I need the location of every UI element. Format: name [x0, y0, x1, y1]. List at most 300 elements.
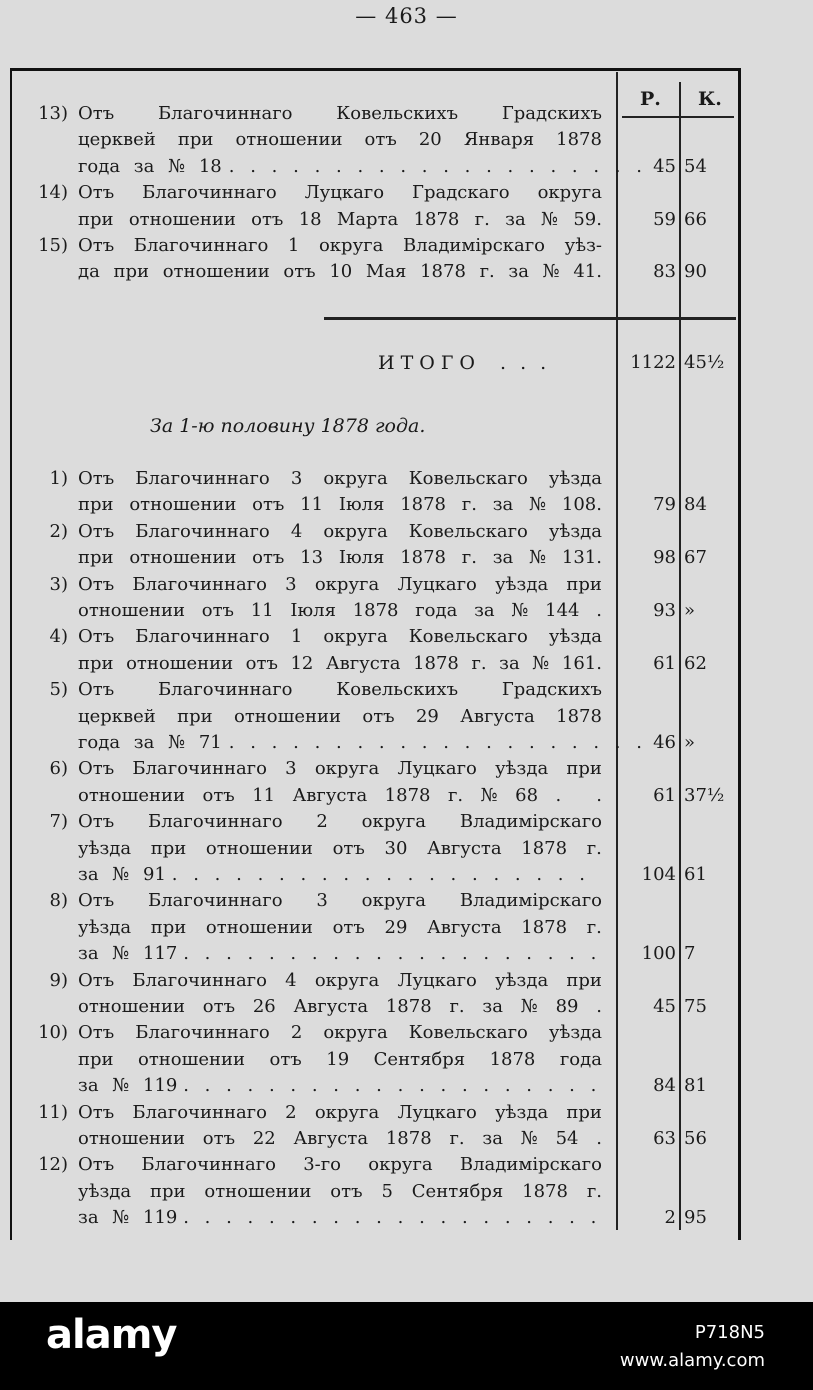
entry-word: Благочиннаго — [142, 182, 277, 204]
entry-word: 1878 — [400, 494, 446, 516]
rub-column-header: Р. — [640, 88, 661, 110]
entry-word: г. — [447, 784, 464, 806]
entry-word: отъ — [332, 916, 365, 938]
entry-text — [78, 626, 602, 647]
entry-word: отношении — [78, 784, 186, 806]
entry-word: 144 — [545, 600, 580, 621]
entry-word: округа — [323, 1022, 388, 1044]
entry-word: 1878 — [400, 547, 446, 569]
entry-word: Владимірскаго — [459, 811, 602, 833]
amount-rubles: 84 — [653, 1075, 676, 1097]
ledger-line — [0, 995, 813, 1022]
entry-number: 6) — [49, 758, 68, 780]
entry-word: отношении — [234, 705, 342, 727]
entry-word: Мая — [365, 261, 407, 283]
entry-text — [78, 600, 602, 621]
entry-word: 1878 — [556, 705, 602, 727]
half-year-heading: За 1-ю половину 1878 года. — [150, 415, 426, 437]
entry-word: Отъ — [78, 758, 115, 780]
entry-word: г. — [461, 547, 477, 569]
entry-text — [78, 758, 602, 779]
entry-word: 5 — [381, 1180, 393, 1202]
entry-word: 29 — [415, 705, 439, 727]
ledger-line — [0, 546, 813, 573]
entry-word: Благочиннаго — [133, 235, 269, 256]
amount-kopecks: » — [684, 600, 696, 621]
ledger-line — [0, 1153, 813, 1180]
entry-word: Отъ — [78, 235, 115, 256]
entry-text — [78, 970, 602, 991]
entry-word: № — [540, 208, 559, 230]
entry-text — [78, 494, 602, 515]
entry-word: Отъ — [78, 182, 115, 204]
entry-word: отношении — [129, 494, 237, 516]
entry-word: 19 — [326, 1048, 350, 1070]
entry-word: за — [505, 208, 526, 230]
entry-word: Іюля — [338, 494, 385, 516]
entry-word: . — [596, 1128, 602, 1149]
entry-word: Ковельскаго — [408, 626, 528, 648]
entry-word: 1878 — [522, 1180, 568, 1202]
ledger-line — [0, 942, 813, 969]
entry-text-words: за № 119 — [78, 1075, 178, 1097]
entry-word: округа — [314, 573, 380, 595]
entry-word: 89 — [555, 996, 579, 1017]
entry-text — [78, 1154, 602, 1175]
entry-word: за — [482, 996, 503, 1017]
entry-word: 1878 — [489, 1048, 536, 1070]
amount-rubles: 45 — [653, 996, 676, 1017]
entry-word: 1878 — [420, 261, 466, 283]
entry-text — [78, 838, 602, 859]
entry-text — [78, 732, 647, 753]
entry-word: уѣзда — [495, 573, 549, 595]
ledger-line — [0, 102, 813, 129]
entry-word: отъ — [202, 784, 235, 806]
entry-word: при — [566, 758, 602, 780]
entry-word: отъ — [251, 208, 284, 230]
entry-word: Ковельскихъ — [336, 103, 459, 124]
entry-word: Ковельскаго — [408, 468, 528, 489]
entry-word: округа — [537, 182, 602, 204]
entry-word: при — [113, 261, 150, 283]
entry-word: Іюля — [290, 600, 336, 621]
entry-word: отношении — [129, 547, 237, 569]
entry-word: г. — [449, 1128, 465, 1149]
entry-word: Владимірскаго — [402, 235, 546, 256]
entry-word: 3 — [290, 468, 303, 489]
amount-kopecks: 95 — [684, 1207, 707, 1229]
entry-word: 1878 — [521, 916, 568, 938]
entry-word: Градскаго — [412, 182, 510, 204]
entry-text — [78, 653, 602, 674]
entry-word: отъ — [362, 705, 395, 727]
entry-word: Благочиннаго — [135, 626, 270, 648]
entry-word: округа — [314, 758, 380, 780]
entry-word: 11 — [250, 600, 274, 621]
ledger-line — [0, 1206, 813, 1233]
amount-rubles: 45 — [653, 155, 676, 177]
entry-word: отъ — [201, 600, 234, 621]
amount-kopecks: 67 — [684, 547, 707, 569]
entry-text — [78, 209, 602, 230]
entry-number: 2) — [49, 520, 68, 542]
entry-number: 9) — [49, 969, 68, 991]
entry-number: 3) — [49, 573, 68, 595]
entry-word: Благочиннаго — [135, 520, 270, 542]
entry-word: уѣзда — [548, 1022, 602, 1044]
entry-word: Отъ — [78, 520, 115, 542]
image-id-label: P718N5 — [694, 1322, 765, 1343]
entry-word: Благочиннаго — [132, 969, 267, 991]
entry-word: г. — [479, 261, 495, 283]
amount-rubles: 2 — [664, 1207, 676, 1229]
amount-rubles: 98 — [653, 547, 676, 569]
entry-word: Луцкаго — [397, 1101, 477, 1123]
entry-word: 20 — [418, 129, 442, 151]
amount-kopecks: 62 — [684, 652, 707, 674]
entry-word: уѣзда — [548, 626, 602, 648]
entry-word: отношении — [205, 916, 313, 938]
entry-word: округа — [368, 1154, 433, 1176]
amount-kopecks: » — [684, 732, 696, 753]
entry-text — [78, 182, 602, 203]
entry-word: церквей — [78, 129, 156, 151]
entry-text — [78, 1049, 602, 1070]
entry-word: Луцкаго — [304, 182, 385, 204]
entry-word: Ковельскаго — [408, 520, 528, 542]
entry-word: отношении — [126, 652, 234, 674]
entry-word: 30 — [384, 837, 408, 859]
leader-dots: . . . . . . . . . . . . . . . . . . . . — [171, 864, 590, 885]
ledger-line — [0, 1180, 813, 1207]
entry-word: отношении — [204, 1180, 312, 1202]
entry-word: Августа — [293, 1128, 369, 1149]
entry-word: Отъ — [78, 103, 115, 124]
ledger-line — [0, 784, 813, 811]
total-kopecks: 45½ — [684, 352, 725, 373]
entry-word: Отъ — [78, 468, 115, 489]
entry-word: г. — [586, 916, 602, 938]
ledger-line — [0, 810, 813, 837]
entry-text-words: года за № 18 — [78, 155, 222, 177]
entry-word: № — [529, 547, 547, 569]
entry-number: 10) — [38, 1022, 68, 1044]
entry-word: отъ — [202, 996, 236, 1017]
ledger-line — [0, 837, 813, 864]
entry-word: Іюля — [338, 547, 385, 569]
entry-word: Благочиннаго — [141, 1154, 276, 1176]
ledger-line — [0, 705, 813, 732]
entry-word: Благочиннаго — [157, 679, 293, 701]
entry-text — [78, 996, 602, 1017]
entry-text — [78, 917, 602, 938]
entry-number: 15) — [38, 235, 68, 256]
entry-word: . — [596, 996, 602, 1017]
entry-word: за — [492, 494, 514, 516]
entry-word: Благочиннаго — [132, 1101, 267, 1123]
entry-word: № — [520, 996, 538, 1017]
entry-word: 41. — [573, 261, 602, 283]
ledger-line — [0, 493, 813, 520]
entry-word: г. — [461, 494, 477, 516]
entry-word: . — [555, 784, 562, 806]
entry-word: 2 — [290, 1022, 303, 1044]
entry-word: 1878 — [352, 600, 399, 621]
amount-kopecks: 37½ — [684, 784, 725, 806]
ledger-line — [0, 916, 813, 943]
entry-word: 1 — [290, 626, 303, 648]
entry-word: уѣзда — [548, 520, 602, 542]
entry-number: 7) — [49, 811, 68, 833]
entry-word: 4 — [290, 520, 303, 542]
entry-word: Благочиннаго — [135, 1022, 270, 1044]
entry-word: при — [566, 969, 602, 991]
entry-word: 13 — [300, 547, 324, 569]
entry-text — [78, 155, 647, 177]
entry-word: округа — [323, 468, 388, 489]
entry-word: Владимірскаго — [459, 1154, 602, 1176]
entry-word: г. — [586, 1180, 602, 1202]
entry-word: отношении — [78, 996, 186, 1017]
entry-word: за — [492, 547, 514, 569]
entry-word: отъ — [283, 261, 316, 283]
entry-word: № — [480, 784, 498, 806]
entry-word: отъ — [252, 547, 285, 569]
entry-word: церквей — [78, 705, 156, 727]
amount-rubles: 61 — [653, 784, 676, 806]
entry-word: отношении — [205, 837, 313, 859]
entry-word: отъ — [252, 494, 285, 516]
entry-word: 3 — [316, 890, 328, 912]
leader-dots: . . . . . . . . . . . . . . . . . . . . — [183, 1207, 602, 1229]
entry-word: Августа — [427, 837, 502, 859]
entry-word: округа — [314, 1101, 380, 1123]
total-rubles: 1122 — [630, 352, 676, 373]
ledger-line — [0, 969, 813, 996]
ledger-line — [0, 731, 813, 758]
total-dots: . . . — [500, 352, 551, 374]
amount-kopecks: 81 — [684, 1075, 707, 1097]
entry-word: Градскихъ — [501, 679, 602, 701]
entry-text-words: за № 119 — [78, 1207, 178, 1229]
entry-text — [78, 1022, 602, 1043]
entry-word: № — [511, 600, 529, 621]
entry-word: при — [150, 916, 187, 938]
entry-word: отъ — [202, 1128, 236, 1149]
ledger-line — [0, 1048, 813, 1075]
entry-word: 1878 — [385, 996, 432, 1017]
entry-word: 108. — [561, 494, 602, 516]
entry-word: Благочиннаго — [148, 890, 283, 912]
entry-word: Марта — [336, 208, 399, 230]
entry-word: № — [542, 261, 560, 283]
leader-dots: . . . . . . . . . . . . . . . . . . . . — [183, 943, 602, 965]
entry-word: округа — [318, 235, 384, 256]
entry-word: года — [415, 600, 458, 621]
entry-word: Ковельскихъ — [336, 679, 459, 701]
entry-word: 1878 — [556, 129, 602, 151]
entry-text — [78, 103, 602, 124]
amount-rubles: 100 — [641, 943, 676, 965]
amount-kopecks: 56 — [684, 1128, 707, 1149]
amount-kopecks: 61 — [684, 864, 707, 885]
entry-word: отъ — [269, 1048, 302, 1070]
total-label: ИТОГО — [378, 352, 481, 374]
entry-word: отношении — [138, 1048, 246, 1070]
ledger-line — [0, 1101, 813, 1128]
entry-word: 131. — [561, 547, 602, 569]
entry-word: 54 — [555, 1128, 579, 1149]
entry-word: отношении — [235, 129, 343, 151]
entry-word: за — [508, 261, 529, 283]
entry-word: округа — [361, 890, 427, 912]
entry-word: Отъ — [78, 811, 115, 833]
entry-text — [78, 129, 602, 150]
ledger-line — [0, 208, 813, 235]
entry-word: Августа — [325, 652, 401, 674]
entry-text — [78, 1128, 602, 1149]
entry-word: № — [529, 494, 547, 516]
entry-word: 59. — [573, 208, 602, 230]
entry-word: при — [78, 208, 114, 230]
entry-word: Сентября — [411, 1180, 504, 1202]
entry-text — [78, 235, 602, 256]
entry-word: Отъ — [78, 1101, 115, 1123]
leader-dots: . . . . . . . . . . . . . . . . . . . . — [228, 155, 647, 177]
amount-kopecks: 84 — [684, 494, 707, 516]
ledger-line — [0, 155, 813, 182]
amount-rubles: 61 — [653, 652, 676, 674]
entry-text — [78, 811, 602, 832]
entry-word: года — [559, 1048, 602, 1070]
entry-word: Градскихъ — [501, 103, 602, 124]
ledger-line — [0, 863, 813, 890]
entry-word: Ковельскаго — [408, 1022, 528, 1044]
amount-rubles: 83 — [653, 261, 676, 283]
ledger-line — [0, 889, 813, 916]
entry-text — [78, 574, 602, 595]
ledger-line — [0, 520, 813, 547]
entry-word: 2 — [316, 811, 328, 833]
entry-word: за — [499, 652, 520, 674]
entry-number: 14) — [38, 182, 68, 204]
entry-word: 11 — [252, 784, 276, 806]
entry-word: Луцкаго — [397, 969, 477, 991]
entry-text — [78, 1102, 602, 1123]
entry-number: 13) — [38, 103, 68, 124]
entry-word: уѣз- — [564, 235, 602, 256]
entry-word: Благочиннаго — [132, 573, 267, 595]
entry-word: г. — [474, 208, 490, 230]
amount-rubles: 46 — [653, 732, 676, 753]
entry-word: . — [596, 784, 602, 806]
entry-word: г. — [449, 996, 465, 1017]
entry-word: Отъ — [78, 1022, 115, 1044]
entry-text-words: года за № 71 — [78, 732, 222, 753]
entry-word: 1 — [287, 235, 300, 256]
entry-word: 18 — [298, 208, 322, 230]
leader-dots: . . . . . . . . . . . . . . . . . . . . — [228, 732, 647, 753]
entry-word: Луцкаго — [397, 573, 477, 595]
entry-word: 26 — [252, 996, 276, 1017]
entry-word: Луцкаго — [397, 758, 477, 780]
amount-rubles: 104 — [641, 864, 676, 885]
entry-word: при — [78, 1048, 114, 1070]
entry-word: Благочиннаго — [132, 758, 267, 780]
ledger-line — [0, 573, 813, 600]
entry-word: Отъ — [78, 1154, 115, 1176]
entry-word: Владимірскаго — [459, 890, 602, 912]
entry-word: 1878 — [385, 1128, 432, 1149]
entry-word: 22 — [252, 1128, 276, 1149]
entry-word: при — [177, 129, 214, 151]
amount-rubles: 93 — [653, 600, 676, 621]
entry-word: уѣзда — [78, 916, 132, 938]
amount-kopecks: 54 — [684, 155, 707, 177]
entry-word: 29 — [384, 916, 408, 938]
entry-number: 4) — [49, 626, 68, 648]
entry-word: 1878 — [413, 208, 460, 230]
entry-text — [78, 1075, 602, 1096]
entry-word: Отъ — [78, 573, 115, 595]
entry-word: Благочиннаго — [157, 103, 293, 124]
entry-word: отъ — [245, 652, 278, 674]
entry-word: при — [566, 573, 602, 595]
entry-word: 161. — [561, 652, 602, 674]
entry-text — [78, 1181, 602, 1202]
ledger-line — [0, 652, 813, 679]
ledger-line — [0, 128, 813, 155]
entry-word: уѣзда — [495, 1101, 549, 1123]
entry-word: отъ — [332, 837, 365, 859]
alamy-logo: alamy — [46, 1312, 177, 1358]
entry-text — [78, 1207, 602, 1228]
ledger-line — [0, 678, 813, 705]
entry-word: при — [566, 1101, 602, 1123]
entry-text — [78, 468, 602, 489]
entry-word: отношении — [128, 208, 236, 230]
entry-word: Августа — [292, 784, 368, 806]
entry-word: 1878 — [384, 784, 431, 806]
entry-word: Отъ — [78, 890, 115, 912]
entry-word: Отъ — [78, 969, 115, 991]
entry-text — [78, 679, 602, 700]
entry-word: Января — [463, 129, 535, 151]
entry-word: округа — [323, 520, 388, 542]
ledger-line — [0, 599, 813, 626]
entry-word: отношении — [162, 261, 270, 283]
entry-word: Августа — [460, 705, 535, 727]
kop-column-header: К. — [698, 88, 722, 110]
ledger-line — [0, 181, 813, 208]
entry-word: Благочиннаго — [135, 468, 270, 489]
entry-text-words: за № 91 — [78, 864, 166, 885]
entry-word: при — [150, 837, 187, 859]
entry-word: 11 — [300, 494, 324, 516]
entry-word: отношении — [78, 1128, 186, 1149]
amount-kopecks: 90 — [684, 261, 707, 283]
entry-text — [78, 864, 602, 885]
entry-word: отъ — [330, 1180, 363, 1202]
amount-kopecks: 75 — [684, 996, 707, 1017]
amount-rubles: 59 — [653, 208, 676, 230]
entry-word: г. — [471, 652, 487, 674]
entry-word: 4 — [285, 969, 297, 991]
entry-word: округа — [323, 626, 388, 648]
amount-kopecks: 66 — [684, 208, 707, 230]
entry-word: округа — [361, 811, 427, 833]
